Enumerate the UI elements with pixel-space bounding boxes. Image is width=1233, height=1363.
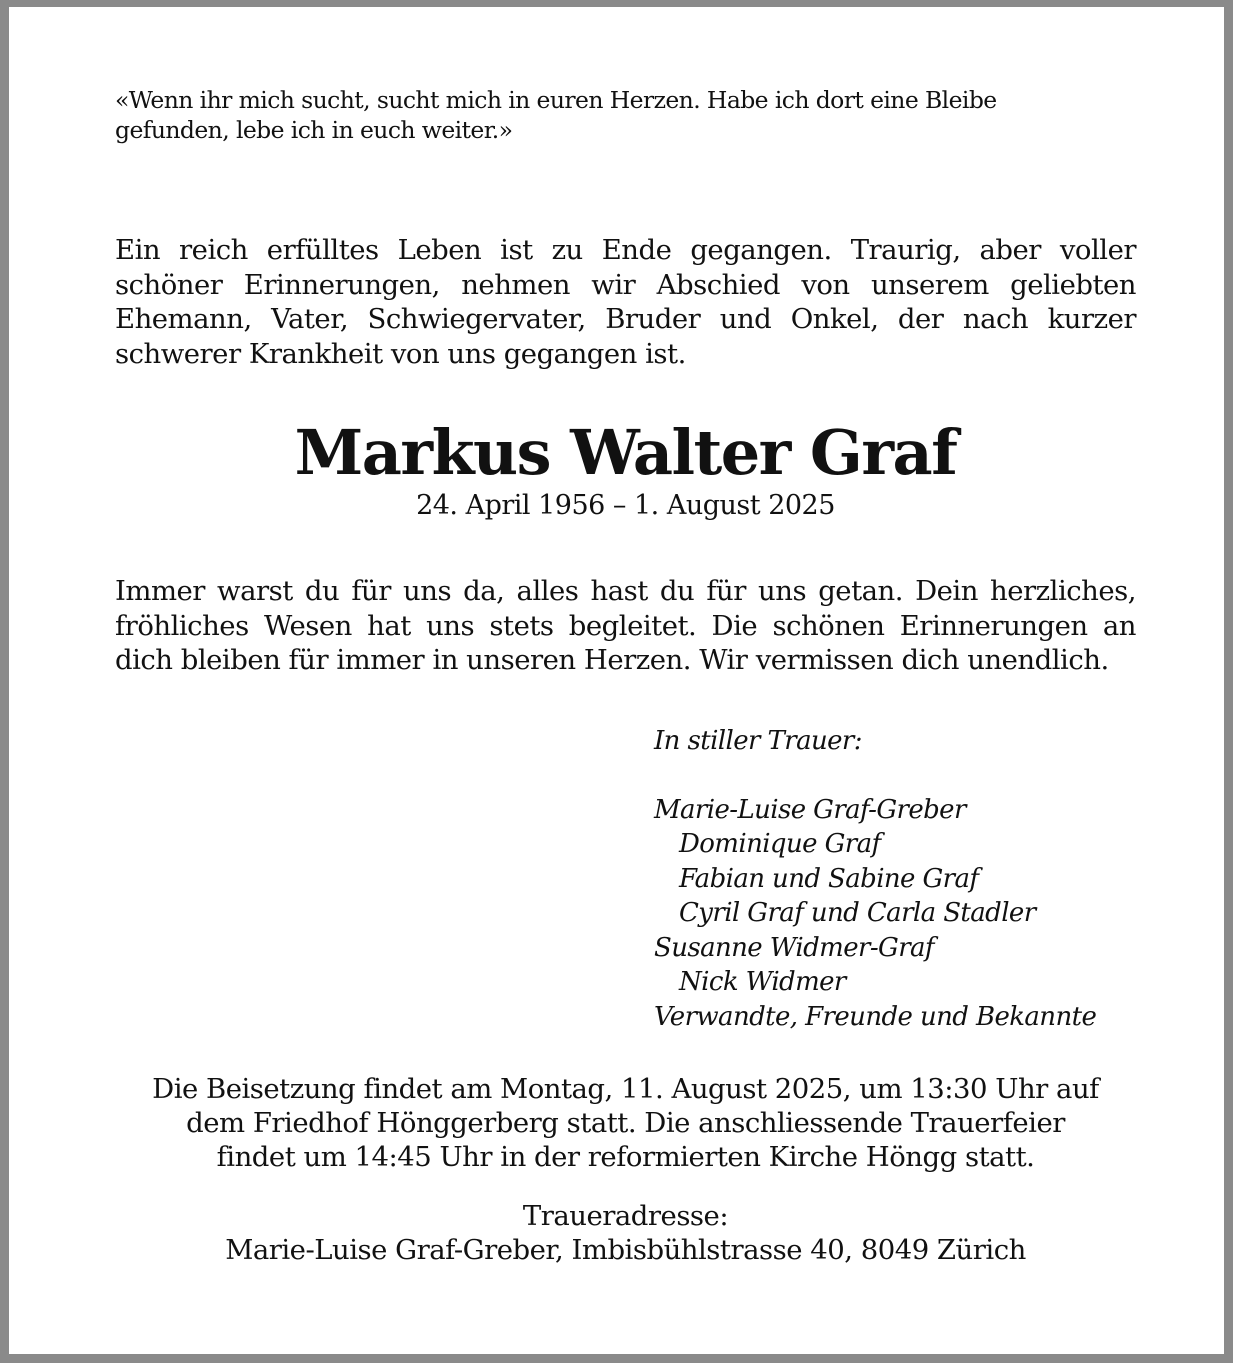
deceased-name: Markus Walter Graf: [294, 416, 957, 489]
service-details: [115, 1072, 1136, 1174]
mourners-heading: In stiller Trauer:: [654, 725, 862, 756]
mourner-name: Susanne Widmer-Graf: [654, 932, 934, 963]
mourner-name: Verwandte, Freunde und Bekannte: [654, 1001, 1097, 1032]
address-value: Marie-Luise Graf-Greber, Imbisbühlstrasse 40, 8049 Zürich: [225, 1234, 1026, 1266]
mourning-address: [115, 1199, 1136, 1267]
service-line: findet um 14:45 Uhr in der reformierten Kirche Höngg statt.: [216, 1141, 1035, 1173]
opening-quote: [115, 85, 1136, 145]
tribute-paragraph: Immer warst du für uns da, alles hast du für uns getan. Dein herzliches, fröhliches Wesen hat uns stets begleitet. Die schönen Erinnerungen an dich bleiben für immer in unseren Herzen. Wir vermissen dich unendlich.: [115, 575, 1136, 676]
mourner-name: Cyril Graf und Carla Stadler: [679, 898, 1036, 928]
address-label: Traueradresse:: [522, 1200, 729, 1232]
mourners-list: [654, 724, 1136, 1035]
obituary-notice: [115, 85, 1136, 1267]
mourner-name: Marie-Luise Graf-Greber: [654, 794, 966, 825]
quote-line: «Wenn ihr mich sucht, sucht mich in euren Herzen. Habe ich dort eine Bleibe: [115, 86, 997, 114]
mourner-name: Dominique Graf: [679, 829, 881, 859]
life-dates: 24. April 1956 – 1. August 2025: [416, 490, 835, 521]
service-line: dem Friedhof Hönggerberg statt. Die anschliessende Trauerfeier: [186, 1107, 1065, 1139]
service-line: Die Beisetzung findet am Montag, 11. August 2025, um 13:30 Uhr auf: [152, 1073, 1099, 1105]
quote-line: gefunden, lebe ich in euch weiter.»: [115, 116, 513, 144]
intro-paragraph: Ein reich erfülltes Leben ist zu Ende gegangen. Traurig, aber voller schöner Erinnerungen, nehmen wir Abschied von unserem geliebten Ehemann, Vater, Schwiegervater, Bruder und Onkel, der nach kurzer schwerer Krankheit von uns gegangen ist.: [115, 234, 1136, 370]
mourner-name: Nick Widmer: [679, 967, 846, 997]
mourner-name: Fabian und Sabine Graf: [679, 863, 979, 894]
